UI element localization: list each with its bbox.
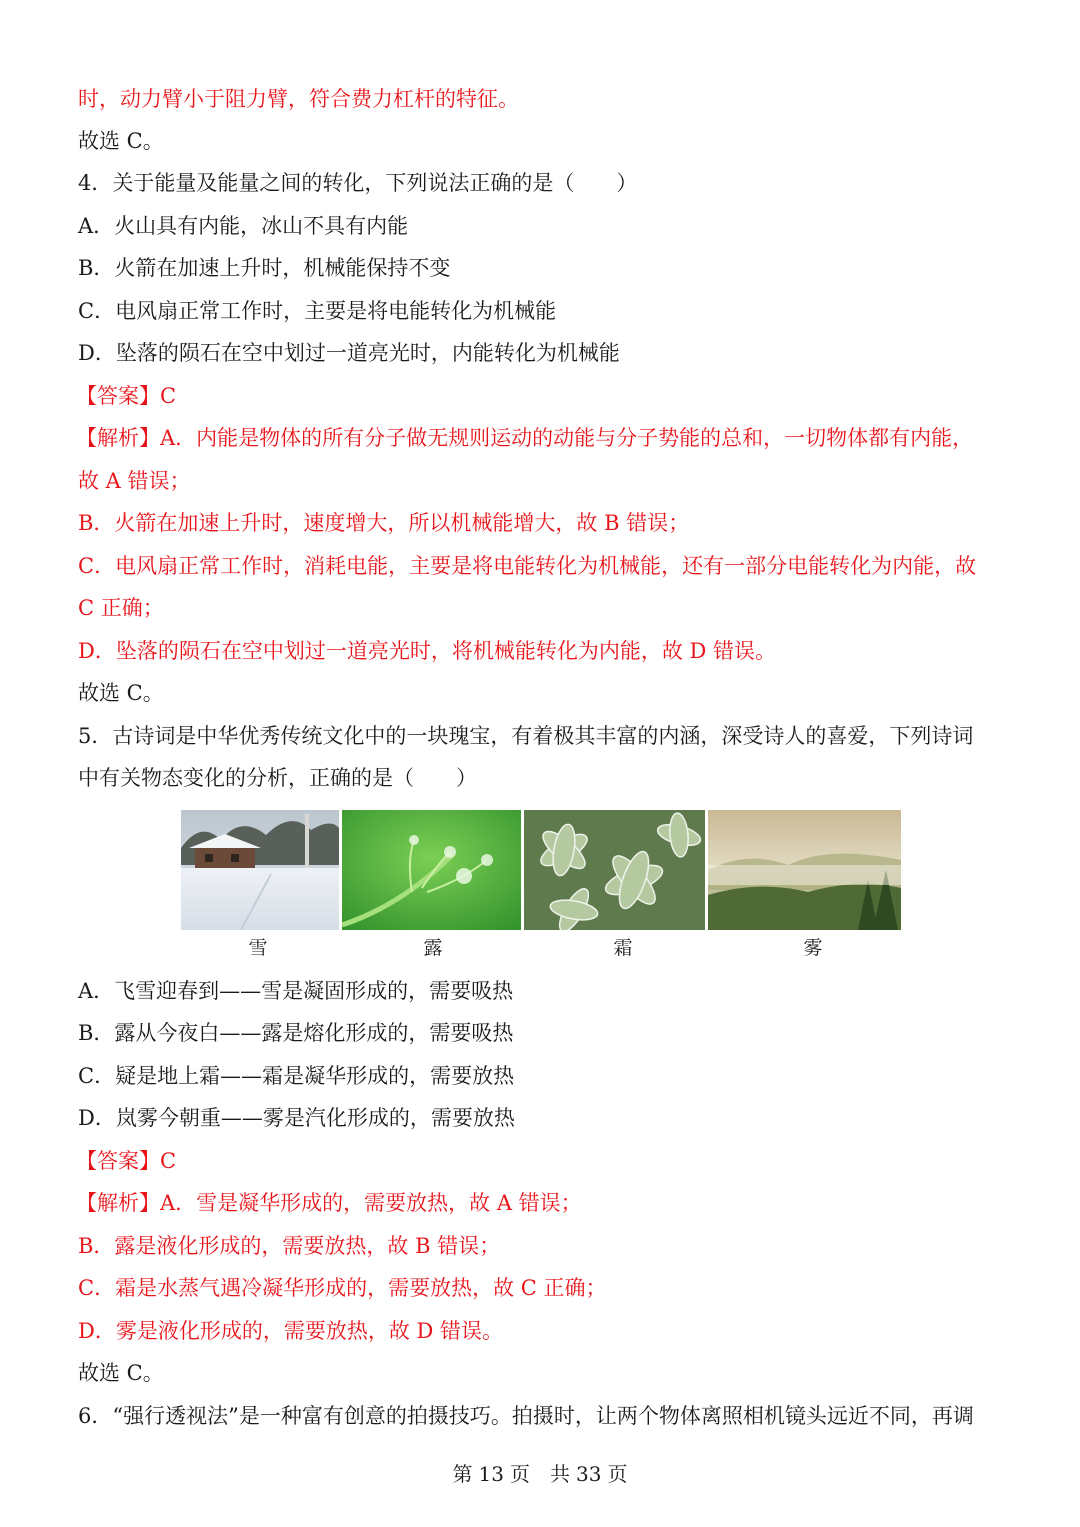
- q5-option-c: C．疑是地上霜——霜是凝华形成的，需要放热: [78, 1064, 515, 1088]
- q5-answer: [76, 1146, 1004, 1176]
- q4-answer: [76, 381, 1004, 411]
- caption-frost: 霜: [613, 937, 633, 959]
- q5-photo-strip: [181, 810, 901, 930]
- prev-explanation-tail: 时，动力臂小于阻力臂，符合费力杠杆的特征。: [78, 87, 519, 111]
- q4-option-b: B．火箭在加速上升时，机械能保持不变: [78, 256, 451, 280]
- q5-explanation-line-1: [76, 1188, 1004, 1218]
- q4-explanation-line-3: B．火箭在加速上升时，速度增大，所以机械能增大，故 B 错误；: [78, 511, 690, 535]
- explanation-text: A．雪是凝华形成的，需要放热，故 A 错误；: [160, 1191, 582, 1215]
- q4-option-a: A．火山具有内能，冰山不具有内能: [78, 214, 409, 238]
- q5-option-d: D．岚雾今朝重——雾是汽化形成的，需要放热: [78, 1106, 515, 1130]
- page-footer: [0, 1460, 1080, 1488]
- q4-conclusion: 故选 C。: [78, 681, 164, 705]
- q4-explanation-line-4: C．电风扇正常工作时，消耗电能，主要是将电能转化为机械能，还有一部分电能转化为内能，故: [78, 554, 977, 578]
- q5-option-b: B．露从今夜白——露是熔化形成的，需要吸热: [78, 1021, 514, 1045]
- q5-stem-line-1: 5．古诗词是中华优秀传统文化中的一块瑰宝，有着极其丰富的内涵，深受诗人的喜爱，下列诗词: [78, 724, 974, 748]
- fog-photo: [708, 810, 901, 930]
- dew-photo: [342, 810, 521, 930]
- q4-explanation-line-5: C 正确；: [78, 596, 164, 620]
- prev-conclusion: 故选 C。: [78, 129, 164, 153]
- explanation-tag: 【解析】: [76, 1191, 160, 1215]
- q5-explanation-line-3: C．霜是水蒸气遇冷凝华形成的，需要放热，故 C 正确；: [78, 1276, 607, 1300]
- explanation-text: A．内能是物体的所有分子做无规则运动的动能与分子势能的总和，一切物体都有内能，: [160, 426, 974, 450]
- q4-explanation-line-2: 故 A 错误；: [78, 469, 191, 493]
- q6-stem: 6．“强行透视法”是一种富有创意的拍摄技巧。拍摄时，让两个物体离照相机镜头远近不同，再调: [78, 1404, 974, 1428]
- q5-conclusion: 故选 C。: [78, 1361, 164, 1385]
- answer-tag: 【答案】: [76, 1149, 160, 1173]
- caption-dew: 露: [423, 937, 443, 959]
- q4-option-c: C．电风扇正常工作时，主要是将电能转化为机械能: [78, 299, 557, 323]
- snow-photo: [181, 810, 339, 930]
- q4-explanation-line-6: D．坠落的陨石在空中划过一道亮光时，将机械能转化为内能，故 D 错误。: [78, 639, 777, 663]
- answer-tag: 【答案】: [76, 384, 160, 408]
- q4-option-d: D．坠落的陨石在空中划过一道亮光时，内能转化为机械能: [78, 341, 620, 365]
- q4-stem: 4．关于能量及能量之间的转化，下列说法正确的是（ ）: [78, 171, 638, 195]
- q5-explanation-line-4: D．雾是液化形成的，需要放热，故 D 错误。: [78, 1319, 504, 1343]
- q5-option-a: A．飞雪迎春到——雪是凝固形成的，需要吸热: [78, 979, 514, 1003]
- frost-photo: [524, 810, 705, 930]
- answer-value: C: [160, 1149, 177, 1173]
- caption-snow: 雪: [248, 937, 268, 959]
- footer-middle: 页 共: [510, 1462, 570, 1486]
- total-page-count: 33: [576, 1462, 602, 1486]
- current-page-number: 13: [478, 1462, 504, 1486]
- q5-stem-line-2: 中有关物态变化的分析，正确的是（ ）: [78, 766, 477, 790]
- q4-explanation-line-1: [76, 423, 1004, 453]
- footer-suffix: 页: [607, 1462, 628, 1486]
- answer-value: C: [160, 384, 177, 408]
- footer-prefix: 第: [452, 1462, 473, 1486]
- explanation-tag: 【解析】: [76, 426, 160, 450]
- q5-explanation-line-2: B．露是液化形成的，需要放热，故 B 错误；: [78, 1234, 501, 1258]
- caption-fog: 雾: [803, 937, 823, 959]
